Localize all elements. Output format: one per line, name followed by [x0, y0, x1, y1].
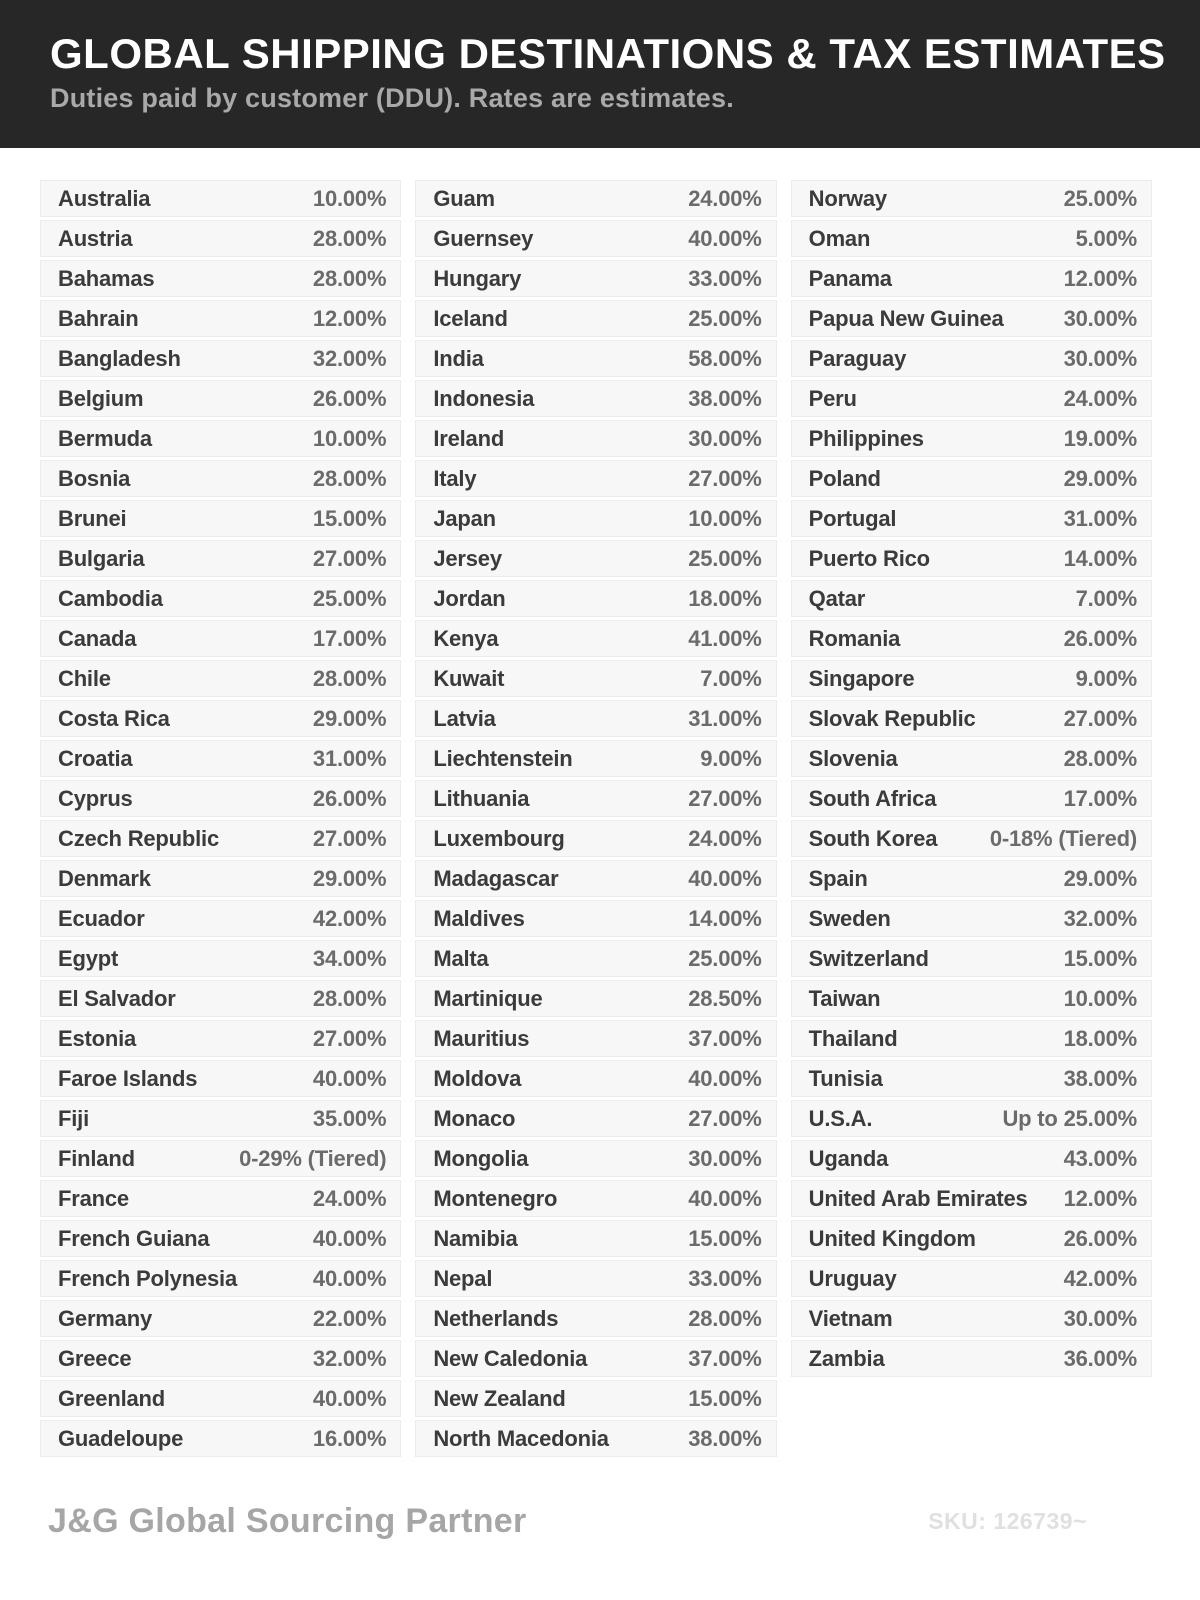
country-label: United Kingdom [808, 1225, 976, 1251]
country-label: Malta [433, 945, 489, 971]
country-label: United Arab Emirates [808, 1185, 1028, 1211]
country-label: Papua New Guinea [808, 305, 1004, 331]
table-row [791, 740, 1152, 777]
rate-value: Up to 25.00% [1002, 1105, 1137, 1131]
country-label: Faroe Islands [58, 1065, 198, 1091]
table-row [40, 300, 401, 337]
table-row [415, 620, 776, 657]
rate-value: 12.00% [1063, 1185, 1137, 1211]
table-row [415, 380, 776, 417]
table-row [791, 220, 1152, 257]
country-label: Greece [58, 1345, 132, 1371]
country-label: Costa Rica [58, 705, 170, 731]
table-row [791, 620, 1152, 657]
table-row [791, 900, 1152, 937]
country-label: Finland [58, 1145, 135, 1171]
table-row [415, 1220, 776, 1257]
table-row [40, 820, 401, 857]
rate-value: 38.00% [1063, 1065, 1137, 1091]
rate-value: 28.00% [1063, 745, 1137, 771]
rate-value: 28.00% [312, 265, 387, 291]
country-label: Bahrain [58, 305, 139, 331]
table-row [40, 980, 401, 1017]
table-row [415, 1300, 776, 1337]
table-row [40, 1140, 401, 1177]
country-label: Guadeloupe [58, 1425, 184, 1451]
rate-value: 38.00% [688, 385, 762, 411]
table-row [791, 1140, 1152, 1177]
country-label: Thailand [808, 1025, 898, 1051]
rate-value: 9.00% [1075, 665, 1137, 691]
table-row [415, 460, 776, 497]
table-row [40, 220, 401, 257]
table-row [415, 540, 776, 577]
table-row [791, 540, 1152, 577]
country-label: Cyprus [58, 785, 133, 811]
country-label: Slovak Republic [808, 705, 976, 731]
rate-value: 10.00% [312, 425, 387, 451]
table-row [40, 580, 401, 617]
table-row [40, 260, 401, 297]
table-row [791, 1260, 1152, 1297]
table-row [40, 1260, 401, 1297]
country-label: Portugal [808, 505, 897, 531]
rate-value: 26.00% [1063, 1225, 1137, 1251]
table-row [415, 900, 776, 937]
rate-value: 25.00% [312, 585, 387, 611]
country-label: Italy [433, 465, 477, 491]
rate-value: 30.00% [688, 1145, 762, 1171]
country-label: Greenland [58, 1385, 166, 1411]
country-label: Martinique [433, 985, 543, 1011]
country-label: France [58, 1185, 129, 1211]
rate-value: 26.00% [312, 385, 387, 411]
table-row [415, 660, 776, 697]
rate-value: 29.00% [1063, 465, 1137, 491]
rate-value: 28.00% [312, 665, 387, 691]
rate-value: 40.00% [312, 1065, 387, 1091]
country-label: Germany [58, 1305, 152, 1331]
rate-value: 7.00% [700, 665, 762, 691]
rate-value: 27.00% [688, 465, 762, 491]
country-label: Ecuador [58, 905, 145, 931]
country-label: Bahamas [58, 265, 155, 291]
country-label: Sweden [808, 905, 891, 931]
table-row [415, 1340, 776, 1377]
rate-value: 12.00% [1063, 265, 1137, 291]
rate-value: 15.00% [1063, 945, 1137, 971]
rate-value: 27.00% [312, 825, 387, 851]
table-row [40, 1180, 401, 1217]
rate-value: 17.00% [312, 625, 387, 651]
rate-value: 40.00% [688, 865, 762, 891]
country-label: Egypt [58, 945, 119, 971]
rate-value: 28.00% [312, 985, 387, 1011]
rates-column [40, 180, 401, 1460]
table-row [791, 1220, 1152, 1257]
country-label: India [433, 345, 484, 371]
table-row [40, 780, 401, 817]
rate-value: 28.00% [688, 1305, 762, 1331]
country-label: Guam [433, 185, 495, 211]
table-row [415, 700, 776, 737]
country-label: Nepal [433, 1265, 493, 1291]
rate-value: 22.00% [312, 1305, 387, 1331]
rate-value: 26.00% [312, 785, 387, 811]
rate-value: 37.00% [688, 1345, 762, 1371]
rate-value: 27.00% [688, 1105, 762, 1131]
country-label: Australia [58, 185, 151, 211]
table-row [791, 1340, 1152, 1377]
rate-value: 29.00% [312, 865, 387, 891]
table-row [40, 700, 401, 737]
table-row [40, 500, 401, 537]
brand-name: J&G Global Sourcing Partner [48, 1502, 527, 1540]
country-label: Luxembourg [433, 825, 565, 851]
country-label: U.S.A. [808, 1105, 873, 1131]
country-label: Paraguay [808, 345, 907, 371]
country-label: Bosnia [58, 465, 131, 491]
table-row [415, 740, 776, 777]
rate-value: 17.00% [1063, 785, 1137, 811]
table-row [40, 1300, 401, 1337]
country-label: Bulgaria [58, 545, 145, 571]
country-label: Tunisia [808, 1065, 883, 1091]
country-label: Poland [808, 465, 881, 491]
table-row [40, 1020, 401, 1057]
country-label: Indonesia [433, 385, 535, 411]
table-row [415, 1180, 776, 1217]
rates-column [415, 180, 776, 1460]
rate-value: 15.00% [688, 1225, 762, 1251]
rate-value: 7.00% [1075, 585, 1137, 611]
rate-value: 24.00% [1063, 385, 1137, 411]
table-row [40, 380, 401, 417]
table-row [40, 340, 401, 377]
rate-value: 36.00% [1063, 1345, 1137, 1371]
country-label: South Africa [808, 785, 937, 811]
country-label: Philippines [808, 425, 924, 451]
table-row [415, 300, 776, 337]
table-row [791, 180, 1152, 217]
table-row [791, 420, 1152, 457]
rate-value: 29.00% [1063, 865, 1137, 891]
table-row [40, 180, 401, 217]
country-label: New Caledonia [433, 1345, 588, 1371]
country-label: Belgium [58, 385, 144, 411]
country-label: Zambia [808, 1345, 885, 1371]
country-label: Qatar [808, 585, 866, 611]
rate-value: 0-18% (Tiered) [989, 825, 1137, 851]
rate-value: 25.00% [688, 545, 762, 571]
table-row [415, 180, 776, 217]
country-label: Mongolia [433, 1145, 529, 1171]
table-row [791, 500, 1152, 537]
table-row [415, 1380, 776, 1417]
rate-value: 35.00% [312, 1105, 387, 1131]
page-title: GLOBAL SHIPPING DESTINATIONS & TAX ESTIMATES [50, 30, 1166, 77]
table-row [791, 1020, 1152, 1057]
table-row [791, 980, 1152, 1017]
rate-value: 33.00% [688, 1265, 762, 1291]
rate-value: 28.00% [312, 465, 387, 491]
rate-value: 10.00% [1063, 985, 1137, 1011]
table-row [791, 1060, 1152, 1097]
table-row [415, 1420, 776, 1457]
rate-value: 40.00% [312, 1225, 387, 1251]
table-row [415, 220, 776, 257]
country-label: Madagascar [433, 865, 559, 891]
table-row [40, 860, 401, 897]
table-row [415, 580, 776, 617]
rate-value: 10.00% [312, 185, 387, 211]
table-row [415, 260, 776, 297]
rate-value: 34.00% [312, 945, 387, 971]
table-row [415, 420, 776, 457]
table-row [40, 900, 401, 937]
table-row [791, 1180, 1152, 1217]
table-row [415, 1140, 776, 1177]
country-label: Uruguay [808, 1265, 897, 1291]
rate-value: 18.00% [688, 585, 762, 611]
country-label: Mauritius [433, 1025, 530, 1051]
rate-value: 40.00% [688, 1065, 762, 1091]
table-row [791, 1100, 1152, 1137]
table-row [415, 820, 776, 857]
rate-value: 25.00% [688, 305, 762, 331]
table-row [40, 1220, 401, 1257]
country-label: Romania [808, 625, 901, 651]
rate-value: 58.00% [688, 345, 762, 371]
rate-value: 30.00% [1063, 345, 1137, 371]
rate-value: 16.00% [312, 1425, 387, 1451]
country-label: Iceland [433, 305, 508, 331]
country-label: Czech Republic [58, 825, 220, 851]
rate-value: 26.00% [1063, 625, 1137, 651]
rate-value: 40.00% [688, 225, 762, 251]
country-label: Jordan [433, 585, 506, 611]
country-label: Switzerland [808, 945, 929, 971]
country-label: Bangladesh [58, 345, 181, 371]
rate-value: 37.00% [688, 1025, 762, 1051]
table-row [415, 780, 776, 817]
table-row [40, 940, 401, 977]
country-label: Vietnam [808, 1305, 893, 1331]
table-row [791, 940, 1152, 977]
country-label: Puerto Rico [808, 545, 930, 571]
table-row [415, 1060, 776, 1097]
table-row [40, 1420, 401, 1457]
table-row [415, 1260, 776, 1297]
table-row [791, 860, 1152, 897]
page-header [0, 0, 1200, 148]
country-label: Kuwait [433, 665, 505, 691]
rate-value: 40.00% [312, 1265, 387, 1291]
rate-value: 24.00% [312, 1185, 387, 1211]
table-row [791, 780, 1152, 817]
rate-value: 38.00% [688, 1425, 762, 1451]
table-row [415, 860, 776, 897]
rate-value: 29.00% [312, 705, 387, 731]
rate-value: 32.00% [312, 345, 387, 371]
country-label: Brunei [58, 505, 127, 531]
rate-value: 33.00% [688, 265, 762, 291]
rates-table [40, 180, 1152, 1460]
rate-value: 43.00% [1063, 1145, 1137, 1171]
country-label: Taiwan [808, 985, 881, 1011]
table-row [791, 1300, 1152, 1337]
country-label: Namibia [433, 1225, 518, 1251]
rate-value: 31.00% [1063, 505, 1137, 531]
table-row [791, 580, 1152, 617]
country-label: Croatia [58, 745, 133, 771]
country-label: Netherlands [433, 1305, 559, 1331]
country-label: Jersey [433, 545, 502, 571]
country-label: Japan [433, 505, 496, 531]
rate-value: 28.00% [312, 225, 387, 251]
rate-value: 31.00% [312, 745, 387, 771]
rate-value: 32.00% [312, 1345, 387, 1371]
country-label: North Macedonia [433, 1425, 609, 1451]
rate-value: 27.00% [688, 785, 762, 811]
country-label: Kenya [433, 625, 499, 651]
country-label: Estonia [58, 1025, 137, 1051]
rate-value: 40.00% [312, 1385, 387, 1411]
rate-value: 5.00% [1075, 225, 1137, 251]
country-label: Denmark [58, 865, 151, 891]
rate-value: 30.00% [1063, 1305, 1137, 1331]
table-row [40, 1100, 401, 1137]
table-row [791, 340, 1152, 377]
country-label: Maldives [433, 905, 525, 931]
rate-value: 9.00% [700, 745, 762, 771]
country-label: Singapore [808, 665, 915, 691]
rate-value: 15.00% [312, 505, 387, 531]
table-row [791, 300, 1152, 337]
country-label: Montenegro [433, 1185, 558, 1211]
country-label: French Guiana [58, 1225, 210, 1251]
country-label: Ireland [433, 425, 505, 451]
rate-value: 15.00% [688, 1385, 762, 1411]
country-label: Moldova [433, 1065, 522, 1091]
rate-value: 40.00% [688, 1185, 762, 1211]
rate-value: 18.00% [1063, 1025, 1137, 1051]
rate-value: 19.00% [1063, 425, 1137, 451]
country-label: Uganda [808, 1145, 889, 1171]
country-label: South Korea [808, 825, 938, 851]
table-row [415, 1100, 776, 1137]
table-row [791, 660, 1152, 697]
table-row [791, 380, 1152, 417]
country-label: Guernsey [433, 225, 534, 251]
rate-value: 28.50% [688, 985, 762, 1011]
country-label: Lithuania [433, 785, 530, 811]
rate-value: 25.00% [688, 945, 762, 971]
table-row [40, 1380, 401, 1417]
table-row [40, 420, 401, 457]
page-footer [48, 1502, 1087, 1541]
rate-value: 14.00% [1063, 545, 1137, 571]
rate-value: 41.00% [688, 625, 762, 651]
rate-value: 27.00% [312, 1025, 387, 1051]
country-label: Peru [808, 385, 857, 411]
table-row [40, 460, 401, 497]
table-row [415, 500, 776, 537]
country-label: Panama [808, 265, 892, 291]
country-label: Canada [58, 625, 137, 651]
country-label: Oman [808, 225, 871, 251]
sku-label: SKU: 126739~ [928, 1508, 1087, 1534]
rate-value: 30.00% [1063, 305, 1137, 331]
country-label: Austria [58, 225, 133, 251]
rates-column [791, 180, 1152, 1380]
country-label: Monaco [433, 1105, 516, 1131]
country-label: French Polynesia [58, 1265, 237, 1291]
table-row [40, 740, 401, 777]
table-row [791, 700, 1152, 737]
rate-value: 30.00% [688, 425, 762, 451]
country-label: Cambodia [58, 585, 163, 611]
table-row [40, 620, 401, 657]
country-label: El Salvador [58, 985, 176, 1011]
page-subtitle: Duties paid by customer (DDU). Rates are estimates. [50, 83, 734, 114]
rate-value: 24.00% [688, 825, 762, 851]
table-row [415, 940, 776, 977]
country-label: Slovenia [808, 745, 898, 771]
table-row [415, 980, 776, 1017]
rate-value: 27.00% [1063, 705, 1137, 731]
rate-value: 10.00% [688, 505, 762, 531]
rate-value: 14.00% [688, 905, 762, 931]
table-row [40, 660, 401, 697]
country-label: Norway [808, 185, 887, 211]
rate-value: 42.00% [312, 905, 387, 931]
country-label: Liechtenstein [433, 745, 573, 771]
country-label: Hungary [433, 265, 522, 291]
country-label: New Zealand [433, 1385, 566, 1411]
rate-value: 27.00% [312, 545, 387, 571]
country-label: Fiji [58, 1105, 89, 1131]
table-row [791, 260, 1152, 297]
country-label: Latvia [433, 705, 496, 731]
table-row [40, 1340, 401, 1377]
rate-value: 25.00% [1063, 185, 1137, 211]
rate-value: 31.00% [688, 705, 762, 731]
country-label: Bermuda [58, 425, 152, 451]
table-row [791, 460, 1152, 497]
rate-value: 12.00% [312, 305, 387, 331]
rate-value: 32.00% [1063, 905, 1137, 931]
country-label: Chile [58, 665, 111, 691]
table-row [415, 1020, 776, 1057]
table-row [415, 340, 776, 377]
country-label: Spain [808, 865, 868, 891]
rate-value: 24.00% [688, 185, 762, 211]
table-row [791, 820, 1152, 857]
rate-value: 42.00% [1063, 1265, 1137, 1291]
table-row [40, 1060, 401, 1097]
rate-value: 0-29% (Tiered) [239, 1145, 387, 1171]
table-row [40, 540, 401, 577]
